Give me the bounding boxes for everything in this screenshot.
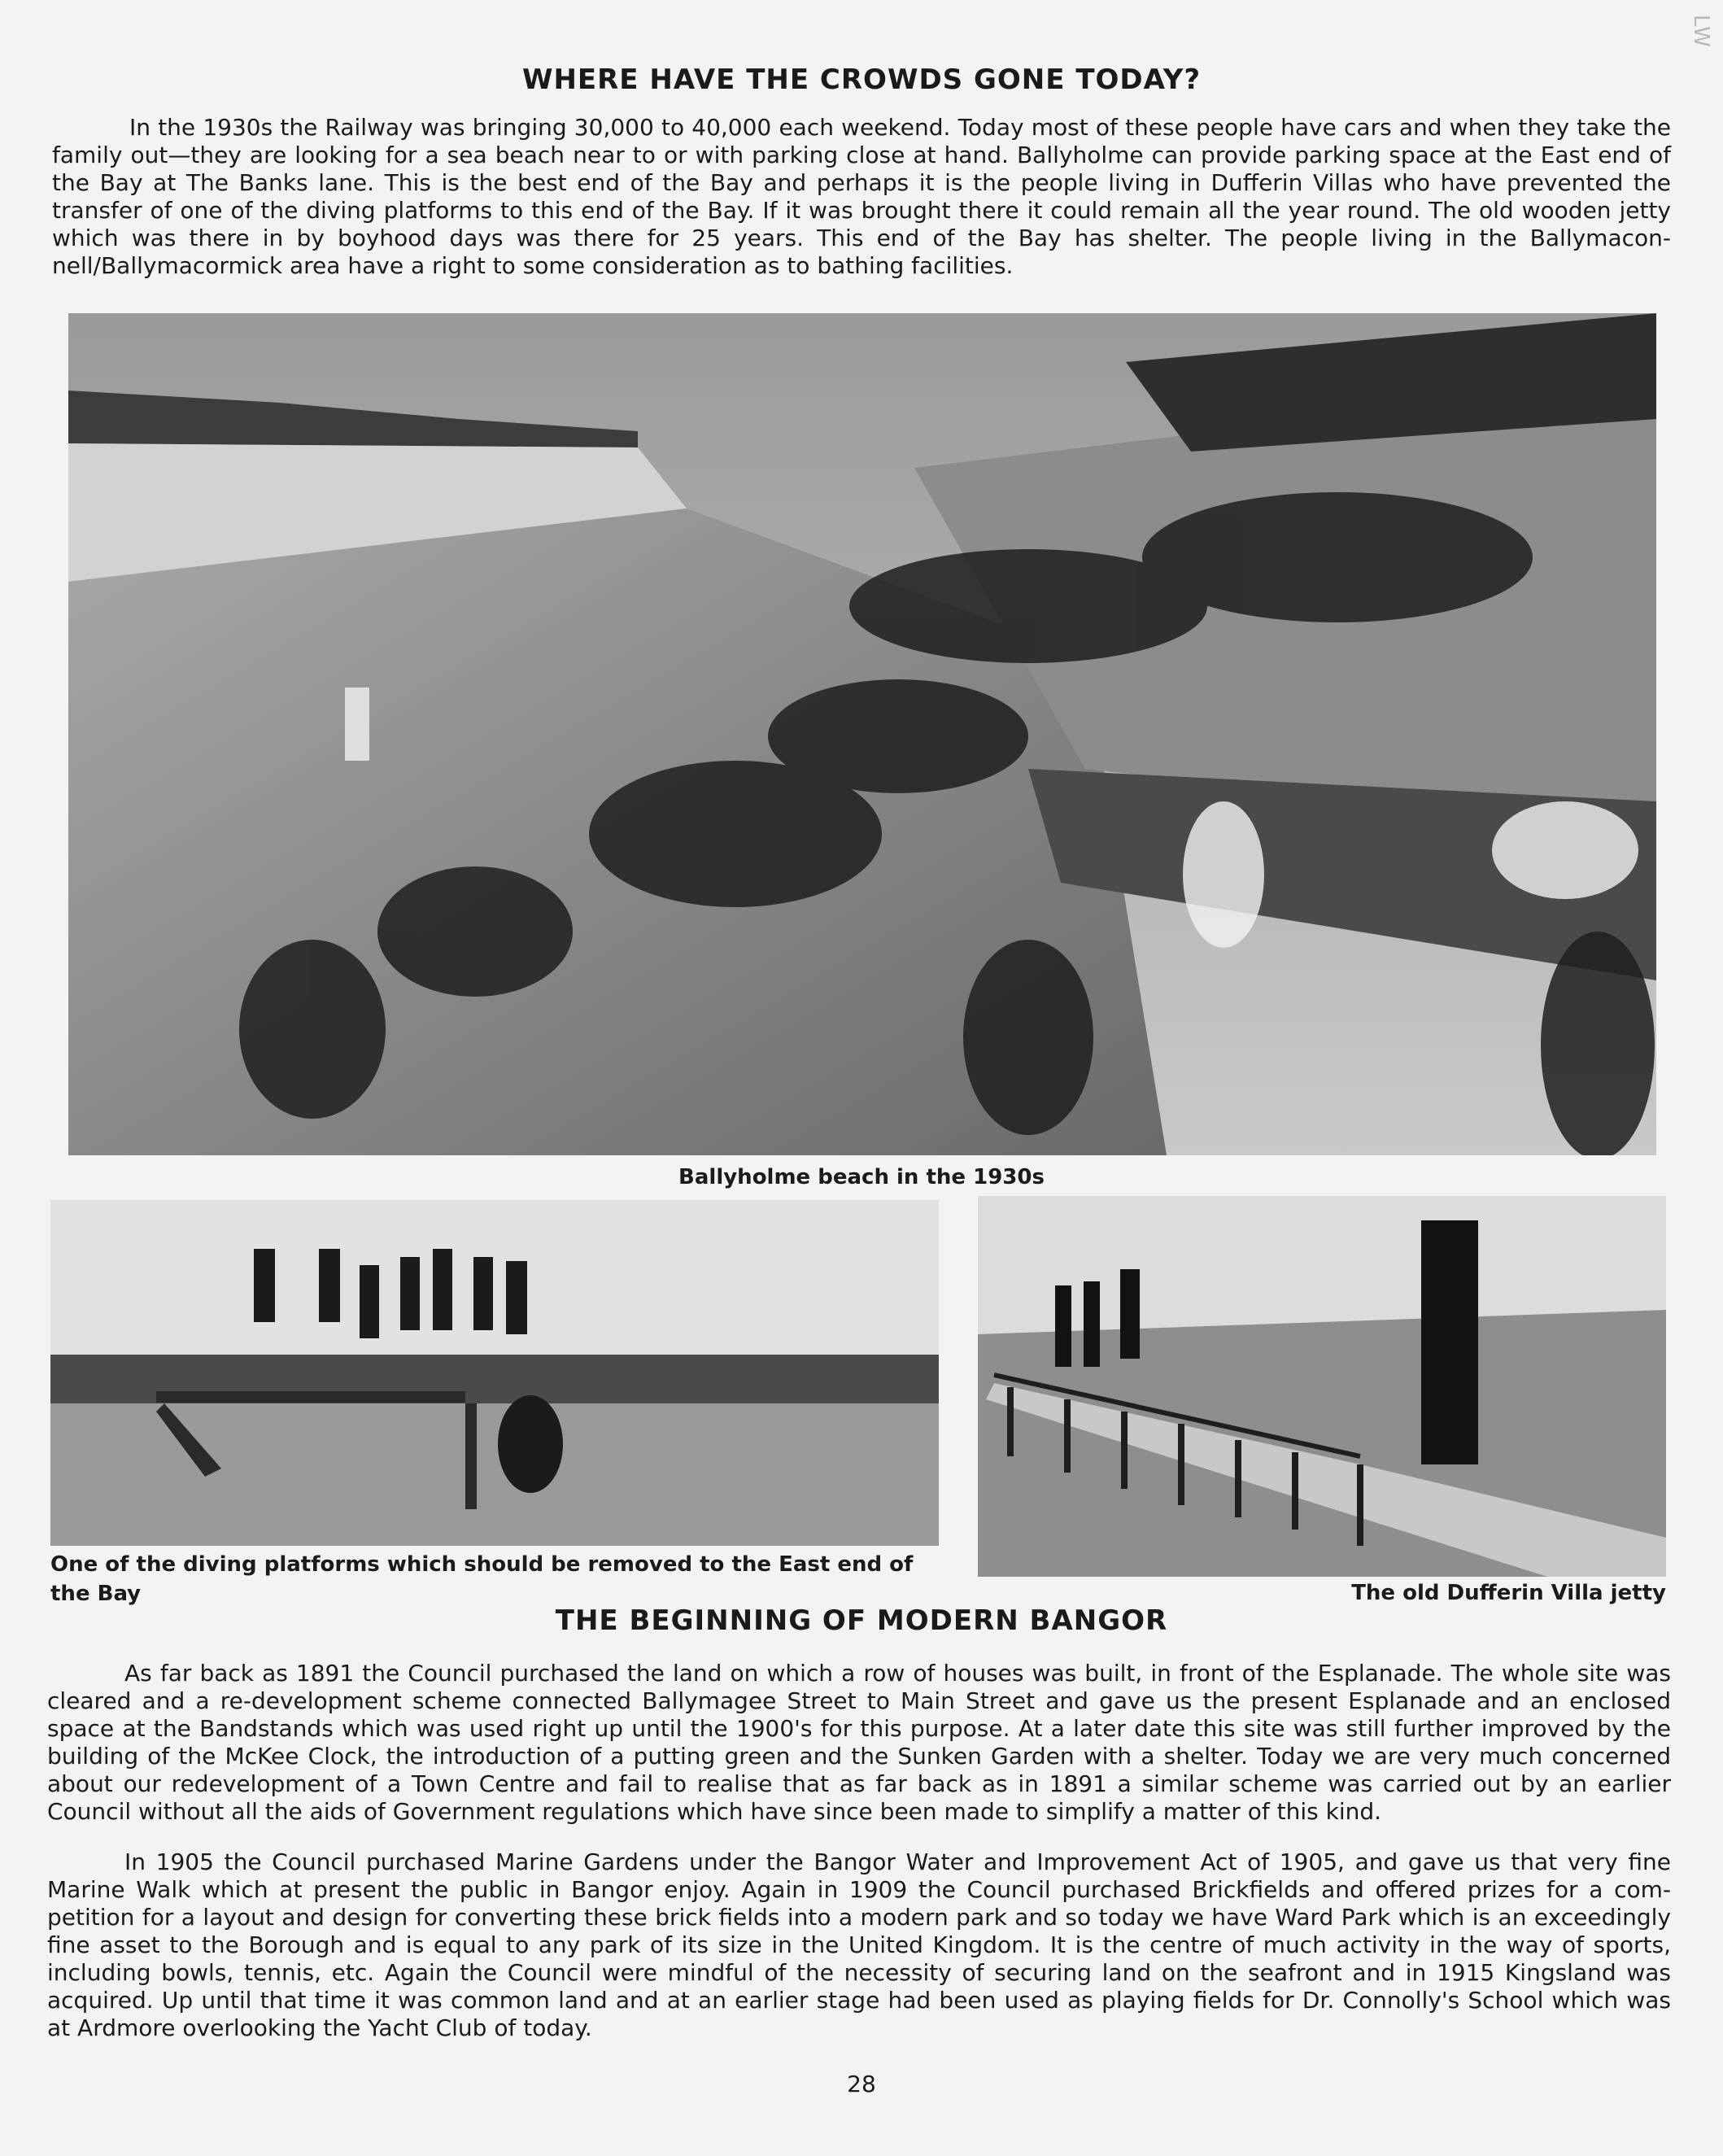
beach-photo-graphic <box>68 313 1656 1155</box>
beach-photo-caption: Ballyholme beach in the 1930s <box>678 1165 1045 1189</box>
jetty-caption: The old Dufferin Villa jetty <box>1351 1581 1666 1605</box>
section-heading-modern-bangor: THE BEGINNING OF MODERN BANGOR <box>555 1604 1168 1637</box>
modern-bangor-paragraph-2: In 1905 the Council purchased Marine Gardens under the Bangor Water and Improvement Act of 1905, and gave us that very fine Marine Walk which at present the public in Bangor enjoy. Again in 1909 the Council purchased Brickfields and offered prizes for a com-petition for a layout and design for converting these brick fields into a modern park and so today we have Ward Park which is an exceedingly fine asset to the Borough and is equal to any park of its size in the United Kingdom. It is the centre of much activity in the way of sports, including bowls, tennis, etc. Again the Council were mindful of the necessity of securing land on the seafront and in 1915 Kingsland was acquired. Up until that time it was common land and at an earlier stage had been used as playing fields for Dr. Connolly's School which was at Ardmore overlooking the Yacht Club of today. <box>47 1848 1671 2041</box>
intro-paragraph: In the 1930s the Railway was bringing 30,000 to 40,000 each weekend. Today most of these people have cars and when they take the family out—they are looking for a sea beach near to or with parking close at hand. Ballyholme can provide parking space at the East end of the Bay at The Banks lane. This is the best end of the Bay and perhaps it is the people living in Dufferin Villas who have prevented the transfer of one of the diving platforms to this end of the Bay. If it was brought there it could remain all the year round. The old wooden jetty which was there in by boyhood days was there for 25 years. This end of the Bay has shelter. The people living in the Ballymacon-nell/Ballymacormick area have a right to some consideration as to bathing facilities. <box>52 114 1671 279</box>
beach-photo <box>68 313 1656 1155</box>
jetty-graphic <box>978 1196 1666 1577</box>
diving-platform-caption: One of the diving platforms which should be removed to the East end of the Bay <box>50 1552 914 1606</box>
corner-mark: LW <box>1689 15 1713 49</box>
diving-platform-graphic <box>50 1200 939 1546</box>
jetty-photo <box>978 1196 1666 1577</box>
diving-platform-photo <box>50 1200 939 1546</box>
page-number: 28 <box>847 2071 876 2097</box>
modern-bangor-paragraph-1: As far back as 1891 the Council purchased the land on which a row of houses was built, in front of the Esplanade. The whole site was cleared and a re-development scheme connected Ballymagee Street to Main Street and gave us the present Esplanade and an enclosed space at the Bandstands which was used right up until the 1900's for this purpose. At a later date this site was still further improved by the building of the McKee Clock, the introduction of a putting green and the Sunken Garden with a shelter. Today we are very much concerned about our redevelopment of a Town Centre and fail to realise that as far back as in 1891 a similar scheme was carried out by an earlier Council without all the aids of Government regulations which have since been made to simplify a matter of this kind. <box>47 1660 1671 1825</box>
section-heading-crowds: WHERE HAVE THE CROWDS GONE TODAY? <box>521 63 1202 96</box>
